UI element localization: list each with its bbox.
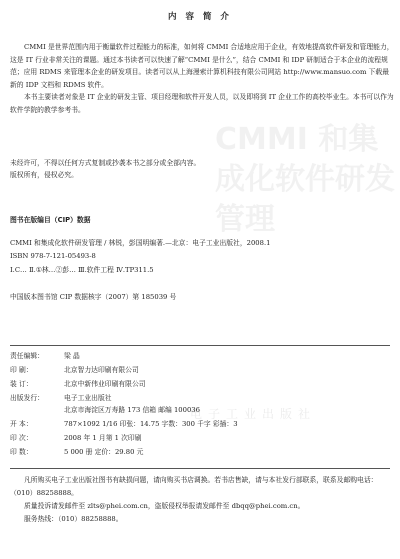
cip-classification: Ⅰ.C… Ⅱ.①林…②彭… Ⅲ.软件工程 Ⅳ.TP311.5 [10,266,154,274]
bind-label: 装 订： [10,380,33,388]
editor-label: 责任编辑： [10,352,44,360]
print-value: 北京智力达印刷有限公司 [64,366,139,374]
format-value: 787×1092 1/16 印张：14.75 字数：300 千字 彩插：3 [64,420,238,428]
publisher-label: 出版发行： [10,394,44,402]
divider [10,345,390,346]
cip-record-number: 中国版本图书馆 CIP 数据核字（2007）第 185039 号 [10,293,177,301]
background-watermark-lower: 电子工业出版社 [190,407,317,421]
edition-label: 印 次： [10,434,33,442]
edition-value: 2008 年 1 月第 1 次印刷 [64,434,142,442]
copyright-notice: 未经许可，不得以任何方式复制或抄袭本书之部分或全部内容。 [10,159,201,167]
print-label: 印 刷： [10,366,33,374]
copies-label: 印 数： [10,448,33,456]
summary-paragraph-2: 本书主要读者对象是 IT 企业的研发主管、项目经理和软件开发人员，以及即将到 IT 企业工作的高校毕业生。本书可以作为软件学院的教学参考书。 [10,93,394,114]
publisher-address: 北京市海淀区万寿路 173 信箱 邮编 100036 [64,406,200,414]
copies-value: 5 000 册 定价：29.80 元 [64,448,144,456]
bind-value: 北京中新伟业印刷有限公司 [64,380,146,388]
footer-return-notice: 凡所购买电子工业出版社图书有缺损问题，请向购买书店调换。若书店售缺，请与本社发行部联系，联系及邮购电话：（010）88258888。 [10,476,378,497]
page-title: 内 容 简 介 [168,12,232,22]
format-label: 开 本： [10,420,33,428]
cip-line: CMMI 和集成化软件研发管理 / 林锐，彭国明编著.—北京：电子工业出版社，2008.1 [10,239,271,247]
cip-isbn: ISBN 978-7-121-05493-8 [10,252,96,260]
summary-paragraph-1: CMMI 是世界范围内用于衡量软件过程能力的标准，如何将 CMMI 合适地应用于企业，有效地提高软件研发和管理能力，这是 IT 行业非常关注的课题。通过本书读者可以快速了解“CMMI 是什么”，结合 CMMI 和 IDP 研制适合于本企业的流程规范；应用 RDMS 来管理本企业的研发项目。读者可以从上海漫索计算机科技有限公司网站 http://www.mansuo.com 下载最新的 IDP 文档和 RDMS 软件。 [10,43,394,89]
footer-complaint-notice: 质量投诉请发邮件至 zlts@phei.com.cn，盗版侵权举报请发邮件至 dbqq@phei.com.cn。 [24,502,305,510]
background-watermark: CMMI 和集成化软件研发管理 [215,122,395,237]
rights-notice: 版权所有，侵权必究。 [10,171,78,179]
cip-heading: 图书在版编目（CIP）数据 [10,216,91,224]
footer-hotline: 服务热线：（010）88258888。 [24,515,123,523]
editor-value: 梁 晶 [64,352,80,360]
publisher-value: 电子工业出版社 [64,394,112,402]
divider [10,468,390,469]
